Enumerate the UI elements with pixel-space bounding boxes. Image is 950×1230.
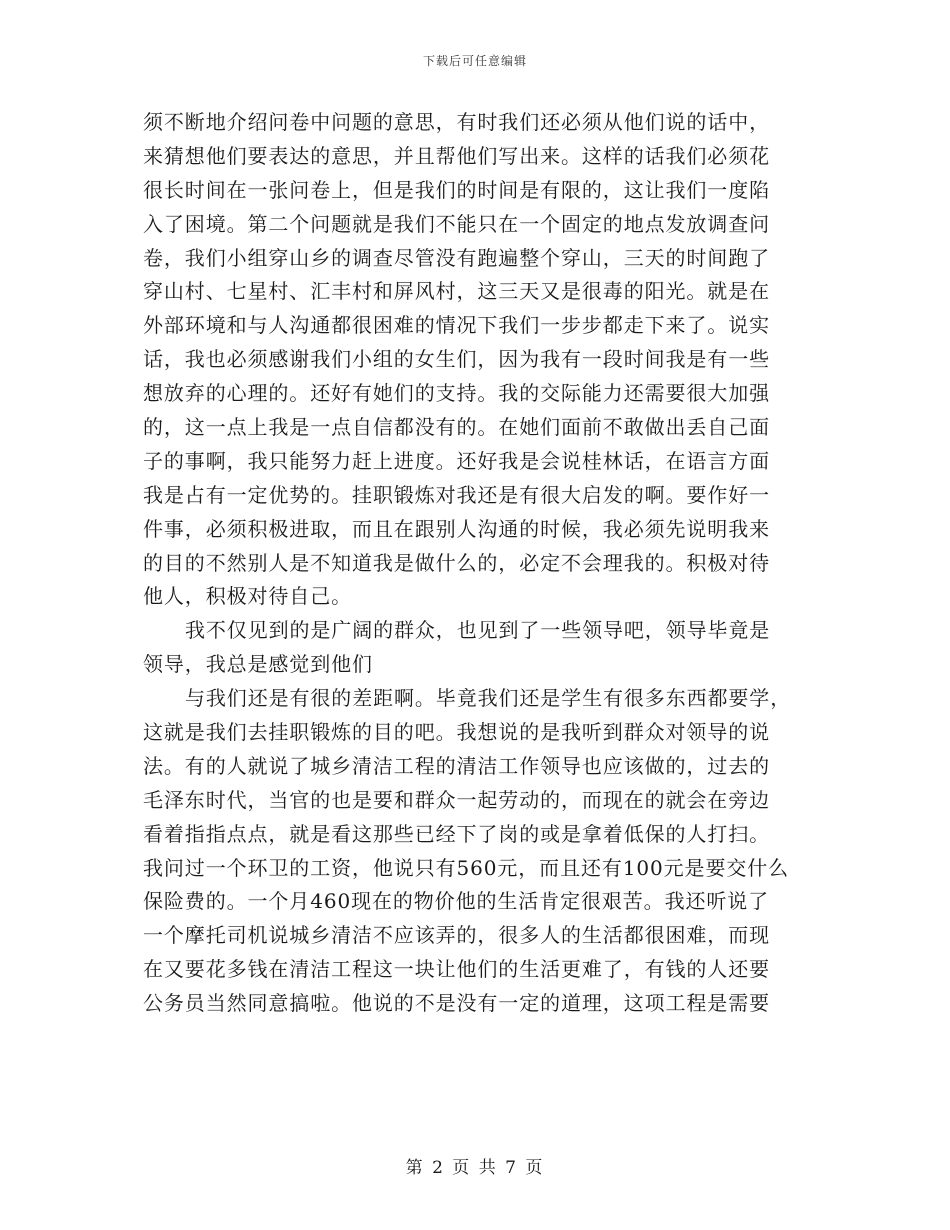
text-line: 很长时间在一张问卷上，但是我们的时间是有限的，这让我们一度陷 (143, 177, 770, 202)
text-line: 外部环境和与人沟通都很困难的情况下我们一步步都走下来了。说实 (143, 313, 770, 338)
text-line: 想放弃的心理的。还好有她们的支持。我的交际能力还需要很大加强 (143, 381, 770, 406)
text-line: 的，这一点上我是一点自信都没有的。在她们面前不敢做出丢自己面 (143, 415, 770, 440)
text-line: 来猜想他们要表达的意思，并且帮他们写出来。这样的话我们必须花 (143, 143, 770, 168)
text-line: 他人，积极对待自己。 (143, 584, 352, 609)
text-line: 在又要花多钱在清洁工程这一块让他们的生活更难了，有钱的人还要 (143, 957, 770, 982)
text-line: 须不断地介绍问卷中问题的意思，有时我们还必须从他们说的话中， (143, 110, 770, 134)
text-line: 领导，我总是感觉到他们 (143, 652, 373, 677)
text-line: 话，我也必须感谢我们小组的女生们，因为我有一段时间我是有一些 (143, 347, 770, 372)
text-line: 子的事啊，我只能努力赶上进度。还好我是会说桂林话，在语言方面 (143, 448, 770, 473)
text-line: 这就是我们去挂职锻炼的目的吧。我想说的是我听到群众对领导的说 (143, 720, 770, 745)
text-line: 毛泽东时代，当官的也是要和群众一起劳动的，而现在的就会在旁边 (143, 787, 770, 812)
text-line: 法。有的人就说了城乡清洁工程的清洁工作领导也应该做的，过去的 (143, 753, 770, 778)
page-header: 下载后可任意编辑 (422, 54, 527, 68)
text-line: 件事，必须积极进取，而且在跟别人沟通的时候，我必须先说明我来 (143, 516, 770, 541)
text-line: 的目的不然别人是不知道我是做什么的，必定不会理我的。积极对待 (143, 550, 770, 575)
text-line: 保险费的。一个月460现在的物价他的生活肯定很艰苦。我还听说了 (143, 889, 770, 914)
text-line: 公务员当然同意搞啦。他说的不是没有一定的道理，这项工程是需要 (143, 991, 770, 1016)
document-body (143, 106, 808, 1021)
text-line: 我是占有一定优势的。挂职锻炼对我还是有很大启发的啊。要作好一 (143, 482, 770, 507)
text-line: 穿山村、七星村、汇丰村和屏风村，这三天又是很毒的阳光。就是在 (143, 279, 770, 304)
text-line: 一个摩托司机说城乡清洁不应该弄的，很多人的生活都很困难，而现 (143, 923, 770, 948)
page-number: 第 2 页 共 7 页 (405, 1158, 545, 1178)
text-line: 卷，我们小组穿山乡的调查尽管没有跑遍整个穿山，三天的时间跑了 (143, 245, 770, 270)
text-line: 我问过一个环卫的工资，他说只有560元，而且还有100元是要交什么 (143, 855, 790, 880)
text-line: 入了困境。第二个问题就是我们不能只在一个固定的地点发放调查问 (143, 211, 770, 236)
paragraph-start-line: 与我们还是有很的差距啊。毕竟我们还是学生有很多东西都要学， (185, 686, 792, 711)
text-line: 看着指指点点，就是看这那些已经下了岗的或是拿着低保的人打扫。 (143, 821, 770, 846)
paragraph-start-line: 我不仅见到的是广阔的群众，也见到了一些领导吧，领导毕竟是 (185, 618, 771, 643)
